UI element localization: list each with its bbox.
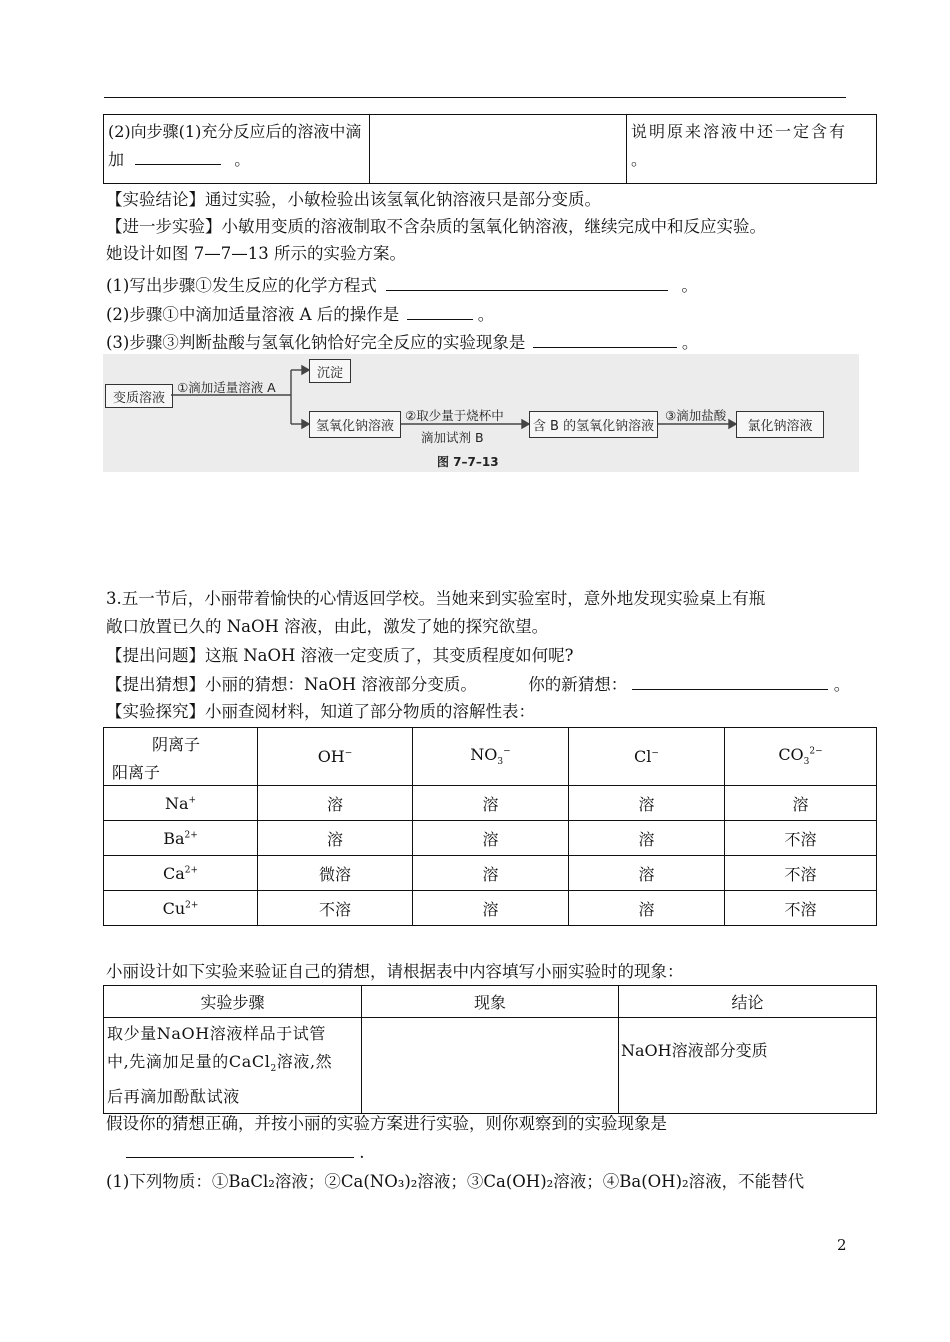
exp-conclusion-cell: NaOH溶液部分变质 <box>619 1018 877 1114</box>
page-number: 2 <box>837 1236 847 1254</box>
exp-phenomenon-cell[interactable] <box>362 1018 619 1114</box>
answer-blank-1[interactable] <box>386 274 668 291</box>
s3-line-3: 【提出问题】这瓶 NaOH 溶液一定变质了，其变质程度如何呢? <box>106 646 574 665</box>
table-row: Na+ 溶 溶 溶 溶 <box>104 786 877 821</box>
s3-line-6: 小丽设计如下实验来验证自己的猜想，请根据表中内容填写小丽实验时的现象： <box>106 962 684 981</box>
s3-line-9: (1)下列物质：①BaCl₂溶液；②Ca(NO₃)₂溶液；③Ca(OH)₂溶液；④Ba(OH)₂溶液，不能替代 <box>106 1172 805 1191</box>
anion-oh: OH− <box>258 728 413 786</box>
diagram-caption: 图 7–7–13 <box>437 455 499 469</box>
further-paragraph-2: 她设计如图 7—7—13 所示的实验方案。 <box>106 244 406 263</box>
cation-cu: $Cu^{2+}$ <box>104 891 258 926</box>
further-paragraph-1: 【进一步实验】小敏用变质的溶液制取不含杂质的氢氧化钠溶液，继续完成中和反应实验。 <box>106 217 766 236</box>
box-nacl: 氯化钠溶液 <box>736 411 824 438</box>
box-b: 含 B 的氢氧化钠溶液 <box>529 411 658 438</box>
cation-na: Na+ <box>104 786 258 821</box>
answer-blank-3[interactable] <box>533 331 677 348</box>
top-table-phenomenon[interactable] <box>370 115 627 184</box>
question-3: (3)步骤③判断盐酸与氢氧化钠恰好完全反应的实验现象是 。 <box>106 333 699 352</box>
conclusion-paragraph: 【实验结论】通过实验，小敏检验出该氢氧化钠溶液只是部分变质。 <box>106 190 601 209</box>
step-text: (2)向步骤(1)充分反应后的溶液中滴加 <box>108 122 362 169</box>
top-table-step: (2)向步骤(1)充分反应后的溶液中滴加 。 <box>104 115 370 184</box>
new-guess-blank[interactable] <box>632 673 828 690</box>
table-row: $Ba^{2+}$ 溶 溶 溶 不溶 <box>104 821 877 856</box>
answer-blank-2[interactable] <box>407 303 473 320</box>
header-conclusion: 结论 <box>619 986 877 1018</box>
exp-step-cell: 取少量NaOH溶液样品于试管 中,先滴加足量的CaCl$_2$溶液,然 后再滴加酚酞试液 <box>104 1018 362 1114</box>
arrow2-label-2: 滴加试剂 B <box>421 430 484 445</box>
cation-ba: $Ba^{2+}$ <box>104 821 258 856</box>
s3-line-5: 【实验探究】小丽查阅材料，知道了部分物质的溶解性表： <box>106 702 535 721</box>
anion-cl: Cl− <box>569 728 725 786</box>
experiment-table <box>103 985 877 1114</box>
anion-no3: $NO_3^-$ <box>413 728 569 786</box>
s3-line-1: 3.五一节后，小丽带着愉快的心情返回学校。当她来到实验室时，意外地发现实验桌上有瓶 <box>106 589 766 608</box>
table-row: $Ca^{2+}$ 微溶 溶 溶 不溶 <box>104 856 877 891</box>
top-table-conclusion: 说明原来溶液中还一定含有 。 <box>627 115 877 184</box>
header-phenomenon: 现象 <box>362 986 619 1018</box>
arrow2-label-1: ②取少量于烧杯中 <box>405 408 504 423</box>
s3-line-4: 【提出猜想】小丽的猜想：NaOH 溶液部分变质。 你的新猜想： 。 <box>106 675 851 694</box>
box-precipitate: 沉淀 <box>309 359 351 383</box>
arrow3-label: ③滴加盐酸 <box>665 408 727 423</box>
s3-line-8: . <box>106 1141 365 1164</box>
top-table <box>103 114 877 184</box>
header-step: 实验步骤 <box>104 986 362 1018</box>
cation-ca: $Ca^{2+}$ <box>104 856 258 891</box>
step-blank[interactable] <box>135 148 221 165</box>
header-rule <box>104 97 846 98</box>
question-2: (2)步骤①中滴加适量溶液 A 后的操作是 。 <box>106 305 495 324</box>
box-start: 变质溶液 <box>105 384 173 408</box>
question-1: (1)写出步骤①发生反应的化学方程式 。 <box>106 276 698 295</box>
arrow1-label: ①滴加适量溶液 A <box>177 380 276 395</box>
solubility-table <box>103 727 877 926</box>
header-corner: 阴离子 阳离子 <box>104 728 258 786</box>
observation-blank[interactable] <box>126 1141 354 1158</box>
table-row: $Cu^{2+}$ 不溶 溶 溶 不溶 <box>104 891 877 926</box>
box-naoh: 氢氧化钠溶液 <box>309 411 401 438</box>
s3-line-7: 假设你的猜想正确，并按小丽的实验方案进行实验，则你观察到的实验现象是 <box>106 1114 667 1133</box>
anion-co3: $CO_3^{2-}$ <box>725 728 877 786</box>
s3-line-2: 敞口放置已久的 NaOH 溶液，由此，激发了她的探究欲望。 <box>106 617 549 636</box>
flow-diagram <box>103 354 859 472</box>
